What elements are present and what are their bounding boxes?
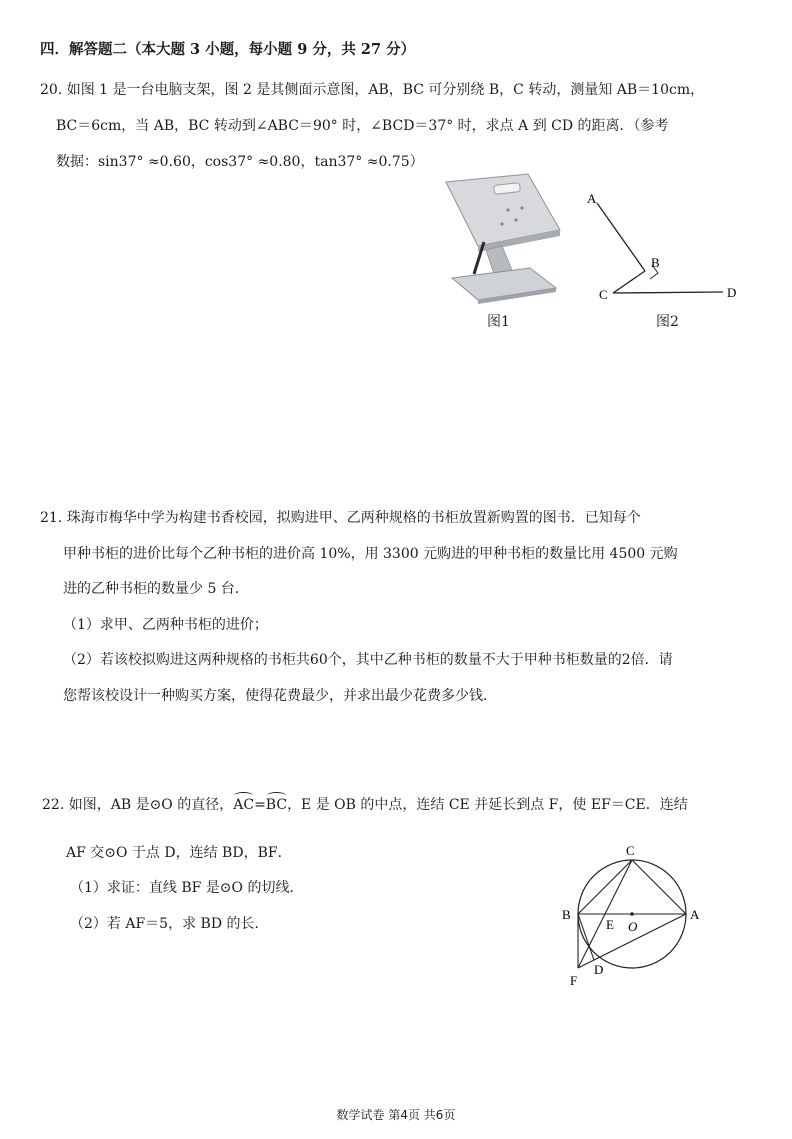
q22-line-1-prefix: 22. 如图，AB 是⊙O 的直径， (42, 797, 234, 813)
laptop-stand-drawing (438, 170, 563, 310)
q22-line-1-suffix: ，E 是 OB 的中点，连结 CE 并延长到点 F，使 EF＝CE．连结 (287, 797, 688, 813)
q20-line-3: 数据：sin37° ≈0.60，cos37° ≈0.80，tan37° ≈0.75） (56, 154, 424, 170)
q21-line-3: 进的乙种书柜的数量少 5 台． (63, 581, 249, 597)
segment-ab (597, 203, 645, 271)
side-diagram-drawing (585, 185, 745, 305)
figure-2-caption: 图2 (656, 314, 679, 330)
label-c: C (626, 843, 635, 858)
label-f: F (570, 973, 578, 988)
side-diagram (585, 185, 745, 305)
arc-equals: = (254, 797, 266, 813)
center-point (630, 912, 634, 916)
q22-line-1 (42, 795, 688, 815)
q20-line-2: BC＝6cm，当 AB，BC 转动到∠ABC＝90° 时，∠BCD＝37° 时，求点 A 到 CD 的距离．（参考 (56, 118, 669, 134)
q21-part-1: （1）求甲、乙两种书柜的进价； (63, 617, 268, 633)
q21-part-2-line-2: 您帮该校设计一种购买方案，使得花费最少，并求出最少花费多少钱． (63, 688, 497, 704)
label-e: E (606, 917, 614, 932)
arc-ac-label: AC (233, 797, 255, 813)
label-d: D (727, 285, 737, 300)
figure-1-caption: 图1 (487, 314, 510, 330)
label-a: A (690, 907, 700, 922)
arc-ac (233, 795, 254, 815)
segment-bc (613, 271, 645, 293)
label-c: C (599, 287, 608, 302)
q21-line-2: 甲种书柜的进价比每个乙种书柜的进价高 10%，用 3300 元购进的甲种书柜的数量比用 4500 元购 (63, 546, 678, 562)
label-b: B (651, 255, 660, 270)
label-b: B (562, 907, 571, 922)
q22-part-1: （1）求证：直线 BF 是⊙O 的切线． (70, 880, 304, 896)
segment-cd (613, 292, 723, 293)
label-o: O (628, 919, 638, 934)
arc-ac-mark (234, 792, 253, 799)
circle-geometry-drawing (556, 840, 706, 995)
laptop-stand-figure (438, 170, 563, 310)
segment-bc (578, 860, 632, 914)
q22-part-2: （2）若 AF＝5，求 BD 的长． (70, 916, 269, 932)
label-a: A (587, 191, 597, 206)
q22-line-2: AF 交⊙O 于点 D，连结 BD，BF． (66, 845, 292, 861)
page-footer: 数学试卷 第4页 共6页 (336, 1108, 456, 1122)
arc-bc-label: BC (265, 797, 288, 813)
q21-line-1: 21. 珠海市梅华中学为构建书香校园，拟购进甲、乙两种规格的书柜放置新购置的图书．已知每个 (40, 510, 641, 526)
arc-bc-mark (267, 792, 286, 799)
circle-geometry-figure (556, 840, 706, 995)
section-title: 四．解答题二（本大题 3 小题，每小题 9 分，共 27 分） (40, 41, 416, 58)
label-d: D (594, 962, 604, 977)
q21-part-2-line-1: （2）若该校拟购进这两种规格的书柜共60个，其中乙种书柜的数量不大于甲种书柜数量的2倍．请 (63, 652, 673, 668)
segment-ac (632, 860, 686, 914)
arc-bc (266, 795, 287, 815)
q20-line-1: 20. 如图 1 是一台电脑支架，图 2 是其侧面示意图，AB，BC 可分别绕 B，C 转动，测量知 AB＝10cm， (40, 82, 705, 98)
